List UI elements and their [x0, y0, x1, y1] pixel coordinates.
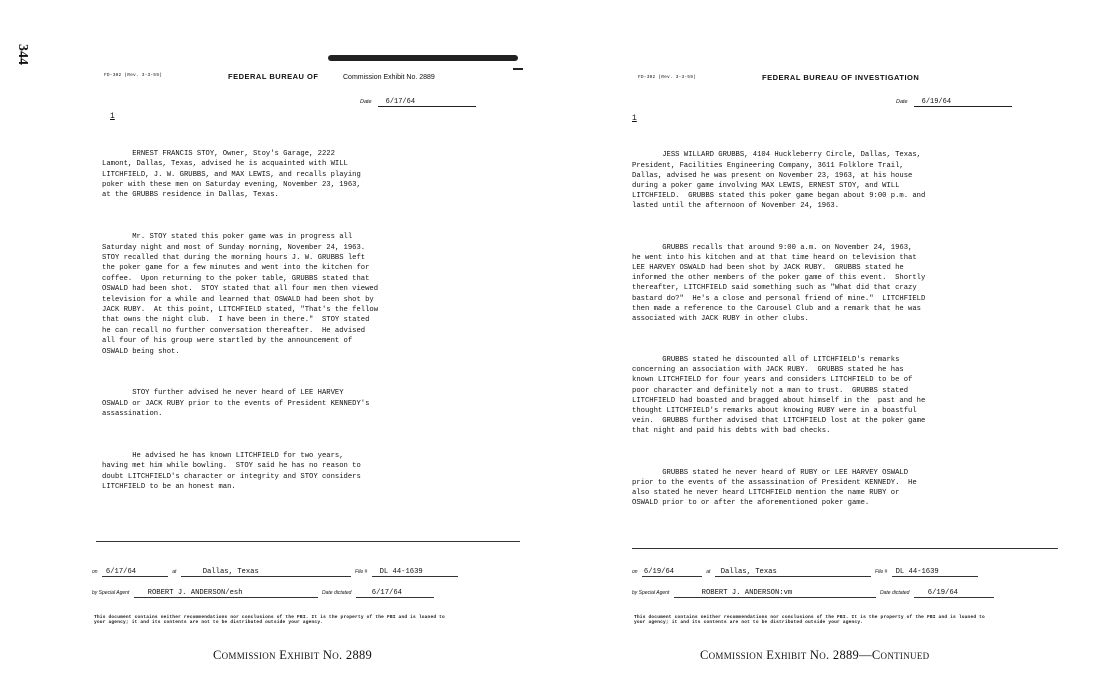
- redaction-mark: [513, 68, 523, 70]
- date-value: 6/19/64: [914, 98, 1012, 107]
- on-label: on: [92, 569, 98, 575]
- exhibit-stamp: Commission Exhibit No. 2889: [343, 74, 435, 81]
- file-number: DL 44-1639: [372, 568, 458, 577]
- paragraph: STOY further advised he never heard of LEE HARVEY OSWALD or JACK RUBY prior to the events of President KENNEDY's assassination.: [102, 389, 370, 419]
- fbi-disclaimer: This document contains neither recommendations nor conclusions of the FBI. It is the property of the FBI and is loaned to your agency; it and its contents are not to be distributed outside your agency.: [94, 615, 445, 625]
- bureau-heading: FEDERAL BUREAU OF: [228, 72, 319, 81]
- footer-divider: [96, 541, 520, 542]
- agent-row: [92, 589, 434, 598]
- report-body: [632, 130, 925, 539]
- dictated-date: 6/19/64: [914, 589, 994, 598]
- form-number: FD-302 (Rev. 3-3-59): [104, 73, 163, 78]
- page-marker: 1: [632, 114, 637, 123]
- form-number: FD-302 (Rev. 3-3-59): [638, 75, 697, 80]
- agent-row: [632, 589, 994, 598]
- interview-location: Dallas, Texas: [181, 568, 351, 577]
- paragraph: GRUBBS recalls that around 9:00 a.m. on November 24, 1963, he went into his kitchen and at that time heard on television that LEE HARVEY OSWALD had been shot by JACK RUBY. GRUBBS stated he informed the other members of the poker game of this event. Shortly thereafter, LITCHFIELD said something such as "What did that crazy bastard do?" He's a close and personal friend of mine." LITCHFIELD then made a reference to the Carousel Club and a remark that he was associated with JACK RUBY in other clubs.: [632, 243, 926, 323]
- paragraph: He advised he has known LITCHFIELD for two years, having met him while bowling. STOY said he has no reason to doubt LITCHFIELD's character or integrity and STOY considers LITCHFIELD to be an honest man.: [102, 451, 361, 492]
- paragraph: GRUBBS stated he discounted all of LITCHFIELD's remarks concerning an association with JACK RUBY. GRUBBS stated he has known LITCHFIELD for four years and considers LITCHFIELD to be of poor character and definitely not a man to trust. GRUBBS stated LITCHFIELD had boasted and bragged about himself in the past and he thought LITCHFIELD's remarks about knowing RUBY were in a boastful vein. GRUBBS further advised that LITCHFIELD lost at the poker game that night and paid his debts with bad checks.: [632, 356, 926, 436]
- report-body: [102, 128, 378, 524]
- fbi-disclaimer: This document contains neither recommendations nor conclusions of the FBI. It is the property of the FBI and is loaned to your agency; it and its contents are not to be distributed outside your agency.: [634, 615, 985, 625]
- file-label: File #: [875, 569, 888, 575]
- file-number: DL 44-1639: [892, 568, 978, 577]
- left-document-page: [88, 0, 528, 691]
- report-date: [360, 98, 476, 107]
- at-label: at: [706, 569, 711, 575]
- date-value: 6/17/64: [378, 98, 476, 107]
- on-label: on: [632, 569, 638, 575]
- special-agent: ROBERT J. ANDERSON/esh: [134, 589, 318, 598]
- agent-label: by Special Agent: [632, 590, 670, 596]
- interview-date: 6/17/64: [102, 568, 168, 577]
- exhibit-caption: Commission Exhibit No. 2889: [213, 648, 373, 662]
- dictated-label: Date dictated: [322, 590, 352, 596]
- file-label: File #: [355, 569, 368, 575]
- interview-location: Dallas, Texas: [715, 568, 871, 577]
- paragraph: JESS WILLARD GRUBBS, 4104 Huckleberry Circle, Dallas, Texas, President, Facilities Engineering Company, 3611 Folklore Trail, Dallas, advised he was present on November 23, 1963, at his house during a poker game involving MAX LEWIS, ERNEST STOY, and WILL LITCHFIELD. GRUBBS stated this poker game began about 9:00 p.m. and lasted until the afternoon of November 24, 1963.: [632, 151, 926, 211]
- date-label: Date: [360, 99, 372, 105]
- dictated-label: Date dictated: [880, 590, 910, 596]
- at-label: at: [172, 569, 177, 575]
- dictated-date: 6/17/64: [356, 589, 434, 598]
- paragraph: GRUBBS stated he never heard of RUBY or LEE HARVEY OSWALD prior to the events of the assassination of President KENNEDY. He also stated he never heard LITCHFIELD mention the name RUBY or OSWALD prior to or after the aforementioned poker game.: [632, 468, 917, 508]
- agent-label: by Special Agent: [92, 590, 130, 596]
- interview-row: [632, 568, 978, 577]
- interview-row: [92, 568, 458, 577]
- paragraph: ERNEST FRANCIS STOY, Owner, Stoy's Garage, 2222 Lamont, Dallas, Texas, advised he is acquainted with WILL LITCHFIELD, J. W. GRUBBS, and MAX LEWIS, and recalls playing poker with these men on Saturday evening, November 23, 1963, at the GRUBBS residence in Dallas, Texas.: [102, 149, 361, 200]
- report-date: [896, 98, 1012, 107]
- date-label: Date: [896, 99, 908, 105]
- footer-divider: [632, 548, 1058, 549]
- exhibit-caption: Commission Exhibit No. 2889—Continued: [700, 648, 930, 662]
- right-document-page: [628, 0, 1068, 691]
- page-marker: 1: [110, 112, 115, 121]
- paragraph: Mr. STOY stated this poker game was in progress all Saturday night and most of Sunday morning, November 24, 1963. STOY recalled that during the morning hours J. W. GRUBBS left the poker game for a few minutes and went into the kitchen for coffee. Upon returning to the poker table, GRUBBS stated that OSWALD had been shot. STOY stated that all four men then viewed television for a while and learned that OSWALD had been shot by JACK RUBY. At this point, LITCHFIELD stated, "That's the fellow that owns the night club. I have been in there." STOY stated he can recall no further conversation thereafter. He advised all four of his group were startled by the announcement of OSWALD being shot.: [102, 233, 379, 356]
- special-agent: ROBERT J. ANDERSON:vm: [674, 589, 876, 598]
- bureau-heading: FEDERAL BUREAU OF INVESTIGATION: [762, 73, 920, 82]
- interview-date: 6/19/64: [642, 568, 702, 577]
- redaction-mark: [328, 55, 518, 61]
- page-number: 344: [15, 44, 30, 65]
